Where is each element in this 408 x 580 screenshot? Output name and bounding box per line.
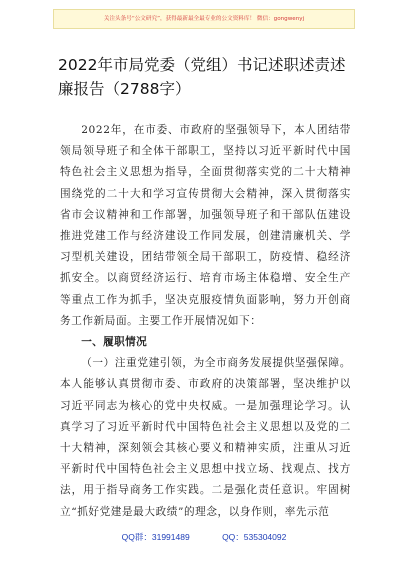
contact-footer (0, 531, 408, 543)
section-heading: 一、履职情况 (81, 336, 148, 349)
qq-group-text: QQ群：31991489 (121, 532, 190, 542)
body-paragraph: （一）注重党建引领，为全市商务发展提供坚强保障。本人能够认真贯彻市委、市政府的决策部署，坚决维护以习近平同志为核心的党中央权威。一是加强理论学习。认真学习了习近平新时代中国特色社会主义思想以及党的二十大精神，深刻领会其核心要义和精神实质，注重从习近平新时代中国特色社会主义思想中找立场、找观点、找方法，用于指导商务工作实践。二是强化责任意识。牢固树立“抓好党建是最大政绩”的理念，以身作则，率先示范 (60, 357, 351, 518)
promo-banner: 关注头条号“公文研究”，获得最新最全最专业的公文资料库！ 微信：gongwenyj (53, 9, 355, 29)
qq-contact-text: QQ：535304092 (222, 532, 287, 542)
body-paragraph: 2022年，在市委、市政府的坚强领导下，本人团结带领局领导班子和全体干部职工，坚持以习近平新时代中国特色社会主义思想为指导，全面贯彻落实党的二十大精神围绕党的二十大和学习宣传贯彻大会精神，深入贯彻落实省市会议精神和工作部署，加强领导班子和干部队伍建设推进党建工作与经济建设工作同发展，创建清廉机关、学习型机关建设，团结带领全局干部职工，防疫情、稳经济抓安全。以商贸经济运行、培育市场主体稳增、安全生产等重点工作为抓手，坚决克服疫情负面影响，努力开创商务工作新局面。主要工作开展情况如下： (60, 124, 351, 327)
document-title: 2022年市局党委（党组）书记述职述责述廉报告（2788字） (58, 56, 346, 98)
document-body (60, 120, 351, 523)
